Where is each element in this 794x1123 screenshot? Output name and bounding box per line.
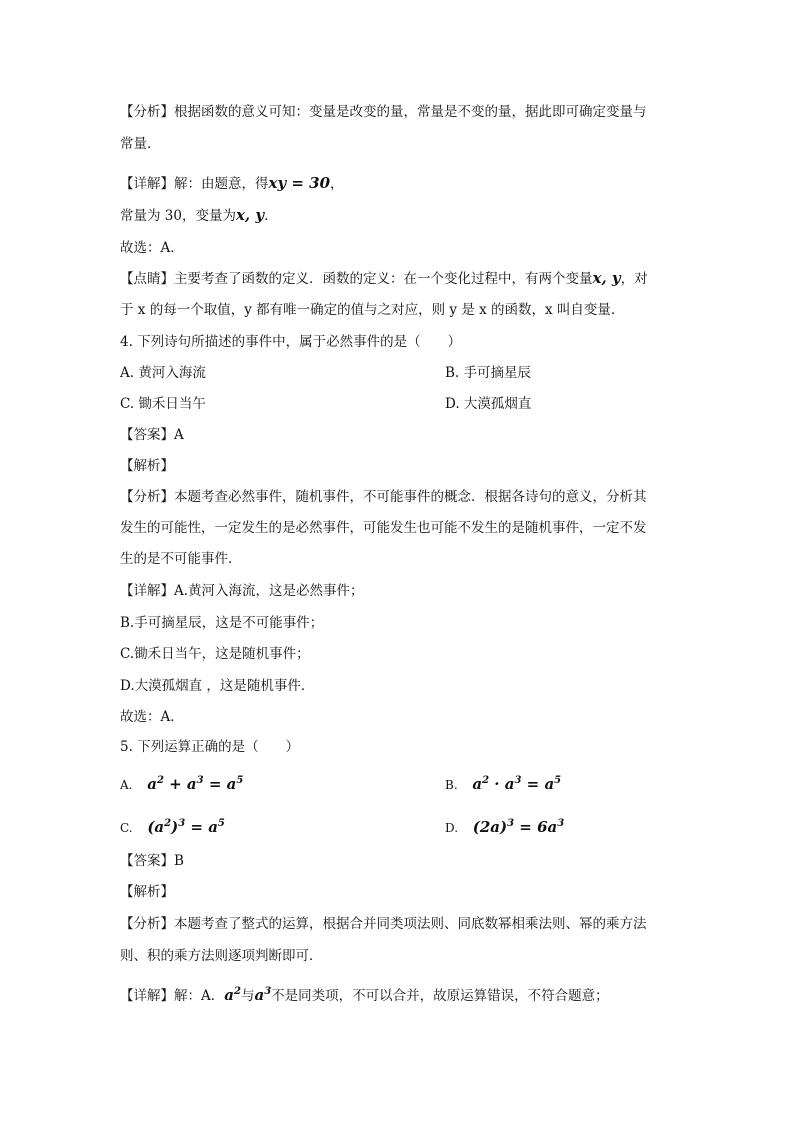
q4-option-d: D. 大漠孤烟直 [445,396,532,412]
q5-option-c [120,817,225,838]
q3-const-prefix: 常量为 30，变量为 [120,208,236,224]
q5-detail-prefix: 【详解】解：A． [120,988,225,1004]
q5-option-d [445,817,564,838]
q3-const-suffix: ． [264,208,278,224]
q4-analysis-line1: 【分析】本题考查必然事件，随机事件，不可能事件的概念．根据各诗句的意义，分析其 [120,489,647,505]
q4-option-c: C. 锄禾日当午 [120,396,206,412]
q4-detail-line2: B.手可摘星辰，这是不可能事件； [120,615,324,631]
q4-stem: 4. 下列诗句所描述的事件中，属于必然事件的是（ ） [120,334,462,350]
q3-choose: 故选：A． [120,240,184,256]
q5-option-c-formula: $(a^2)^3 = a^5$ [136,818,225,836]
q3-detail-prefix: 【详解】解：由题意，得 [120,176,269,192]
q4-option-a: A. 黄河入海流 [120,365,206,381]
q5-detail-term2: $a^3$ [254,986,272,1004]
q5-option-c-label: C. [120,821,133,835]
q5-detail-suffix: 不是同类项，不可以合并，故原运算错误，不符合题意； [271,988,609,1004]
q4-detail-line1: 【详解】A.黄河入海流，这是必然事件； [120,583,364,599]
q3-point-line2: 于 x 的每一个取值，y 都有唯一确定的值与之对应，则 y 是 x 的函数，x 叫自变量． [120,302,625,318]
q4-detail-line3: C.锄禾日当午，这是随机事件； [120,646,310,662]
q3-point-vars: x, y [592,269,621,287]
q5-option-b [445,774,561,795]
q5-option-a-formula: $a^2 + a^3 = a^5$ [136,775,244,793]
q5-answer: 【答案】B [120,853,184,869]
q5-analysis-line1: 【分析】本题考查了整式的运算，根据合并同类项法则、同底数幂相乘法则、幂的乘方法 [120,916,647,932]
q5-detail-mid: 与 [240,988,255,1004]
q3-point-suffix: ，对 [620,271,648,287]
q3-detail-line [120,173,344,194]
q5-stem: 5. 下列运算正确的是（ ） [120,739,300,755]
q4-analysis-line2: 发生的可能性，一定发生的是必然事件，可能发生也可能不发生的是随机事件，一定不发 [120,520,647,536]
q5-option-d-formula: $(2a)^3 = 6a^3$ [462,818,565,836]
q4-detail-line4: D.大漠孤烟直 ，这是随机事件． [120,678,315,694]
q5-option-b-label: B. [445,778,458,792]
q5-option-a [120,774,243,795]
q3-point-line1 [120,268,648,289]
q3-point-prefix: 【点睛】主要考查了函数的定义．函数的定义：在一个变化过程中，有两个变量 [120,271,593,287]
q5-option-d-label: D. [445,821,459,835]
q3-detail-suffix: ， [330,176,344,192]
q5-detail-line [120,985,609,1006]
q3-const-line [120,205,278,226]
q5-analysis-line2: 则、积的乘方法则逐项判断即可． [120,948,323,964]
q3-analysis-line1: 【分析】根据函数的意义可知：变量是改变的量，常量是不变的量，据此即可确定变量与 [120,104,647,120]
q4-option-b: B. 手可摘星辰 [445,365,532,381]
q4-choose: 故选：A． [120,709,184,725]
q3-analysis-line2: 常量． [120,136,161,152]
q4-analysis-line3: 生的是不可能事件． [120,551,242,567]
q5-option-b-formula: $a^2 \cdot a^3 = a^5$ [461,775,562,793]
q3-const-vars: x, y [235,206,265,224]
q5-option-a-label: A. [120,778,133,792]
q5-detail-term1: $a^2$ [224,986,241,1004]
q4-answer: 【答案】A [120,427,184,443]
q4-jiexi: 【解析】 [120,458,174,474]
q3-detail-equation: xy = 30 [268,174,331,192]
q5-jiexi: 【解析】 [120,884,174,900]
